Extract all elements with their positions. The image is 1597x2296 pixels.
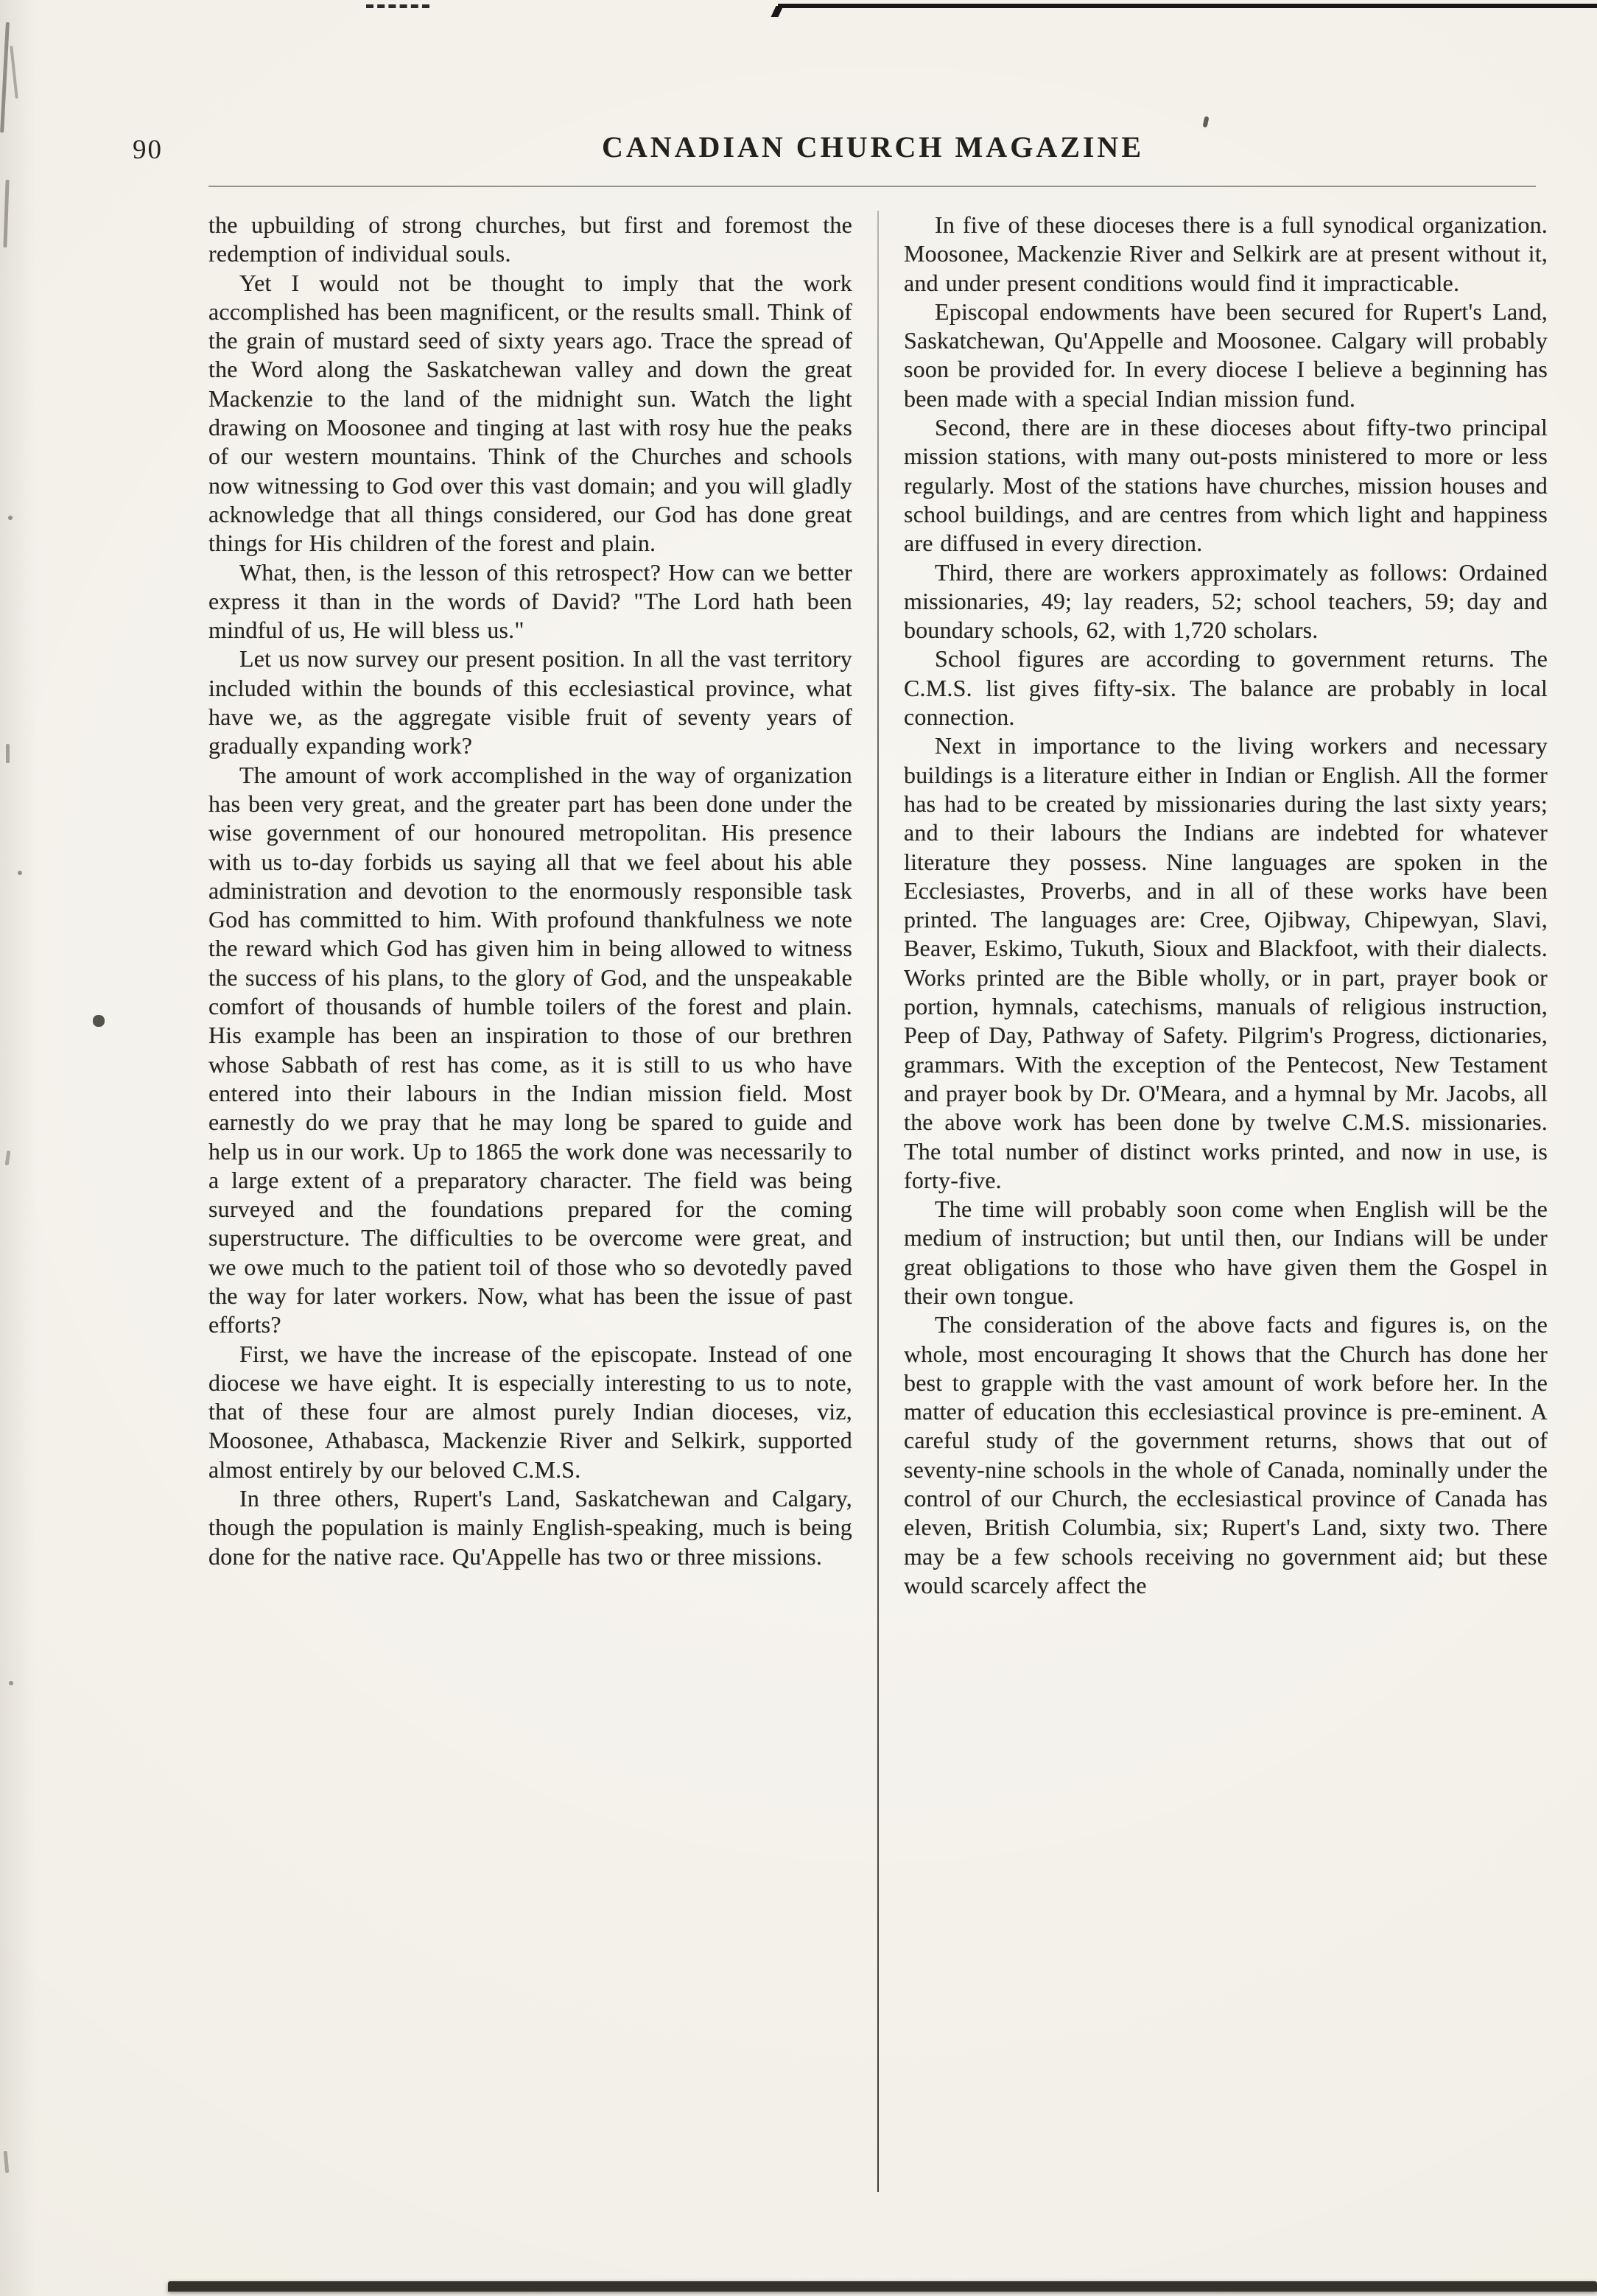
paragraph: Let us now survey our present position. In all the vast territory included within the bounds of this ecclesiastical province, what have we, as the aggregate visible fruit of seventy years of gradually expanding work?: [208, 645, 852, 759]
column-divider: [877, 211, 879, 2192]
paragraph: In three others, Rupert's Land, Saskatchewan and Calgary, though the population is mainly English-speaking, much is being done for the native race. Qu'Appelle has two or three missions.: [208, 1485, 852, 1570]
paragraph: First, we have the increase of the episcopate. Instead of one diocese we have eight. It is especially interesting to us to note, that of these four are almost purely Indian dioceses, viz, Moosonee, Athabasca, Mackenzie River and Selkirk, supported almost entirely by our beloved C.M.S.: [208, 1340, 852, 1483]
two-column-text-block: [208, 211, 1548, 2200]
scan-artifact-mark: [4, 2151, 10, 2173]
paragraph: The consideration of the above facts and figures is, on the whole, most encouraging It shows that the Church has done her best to grapple with the vast amount of work before her. In the matter of education this ecclesiastical province is pre-eminent. A careful study of the government returns, shows that out of seventy-nine schools in the whole of Canada, nominally under the control of our Church, the ecclesiastical province of Canada has eleven, British Columbia, six; Rupert's Land, sixty two. There may be a few schools receiving no government aid; but these would scarcely affect the: [904, 1311, 1548, 1598]
scan-artifact-mark: [10, 46, 18, 99]
page-title: CANADIAN CHURCH MAGAZINE: [602, 130, 1144, 164]
scan-artifact-mark: [6, 744, 10, 763]
scan-artifact-mark: [8, 516, 13, 520]
paragraph: School figures are according to government returns. The C.M.S. list gives fifty-six. The balance are probably in local connection.: [904, 645, 1548, 731]
paragraph: The time will probably soon come when English will be the medium of instruction; but until then, our Indians will be under great obligations to those who have given them the Gospel in their own tongue.: [904, 1196, 1548, 1309]
paragraph: The amount of work accomplished in the way of organization has been very great, and the greater part has been done under the wise government of our honoured metropolitan. His presence with us to-day forbids us saying all that we feel about his able administration and devotion to the enormously responsible task God has committed to him. With profound thankfulness we note the reward which God has given him in being allowed to witness the success of his plans, to the glory of God, and the unspeakable comfort of thousands of humble toilers of the forest and plain. His example has been an inspiration to those of our brethren whose Sabbath of rest has come, as it is still to us who have entered into their labours in the Indian mission field. Most earnestly do we pray that he may long be spared to guide and help us in our work. Up to 1865 the work done was necessarily to a large extent of a preparatory character. The field was being surveyed and the foundations prepared for the coming superstructure. The difficulties to be overcome were great, and we owe much to the patient toil of those who so devotedly paved the way for later workers. Now, what has been the issue of past efforts?: [208, 761, 852, 1338]
scan-artifact-mark: [1203, 116, 1210, 128]
scan-artifact-top-edge-line: [778, 4, 1597, 8]
scan-artifact-mark: [93, 1015, 105, 1027]
paragraph: the upbuilding of strong churches, but first and foremost the redemption of individual souls.: [208, 211, 852, 267]
scan-artifact-mark: [5, 1151, 11, 1166]
paragraph: In five of these dioceses there is a full synodical organization. Moosonee, Mackenzie River and Selkirk are at present without it, and under present conditions would find it impracticable.: [904, 211, 1548, 296]
scan-artifact-bottom-edge: [168, 2281, 1597, 2292]
paragraph: Second, there are in these dioceses about fifty-two principal mission stations, with many out-posts ministered to more or less regularly. Most of the stations have churches, mission houses and school buildings, and are centres from which light and happiness are diffused in every direction.: [904, 414, 1548, 557]
paragraph: What, then, is the lesson of this retrospect? How can we better express it than in the words of David? "The Lord hath been mindful of us, He will bless us.": [208, 558, 852, 644]
right-column: [904, 211, 1548, 2200]
scan-artifact-top-dashes: [366, 4, 429, 8]
scan-artifact-mark: [0, 22, 10, 133]
scan-artifact-mark: [18, 871, 22, 875]
header-rule: [208, 186, 1536, 187]
paragraph: Third, there are workers approximately as follows: Ordained missionaries, 49; lay readers, 52; school teachers, 59; day and boundary schools, 62, with 1,720 scholars.: [904, 558, 1548, 644]
paragraph: Yet I would not be thought to imply that the work accomplished has been magnificent, or the results small. Think of the grain of mustard seed of sixty years ago. Trace the spread of the Word along the Saskatchewan valley and down the great Mackenzie to the land of the midnight sun. Watch the light drawing on Moosonee and tinging at last with rosy hue the peaks of our western mountains. Think of the Churches and schools now witnessing to God over this vast domain; and you will gladly acknowledge that all things considered, our God has done great things for His children of the forest and plain.: [208, 269, 852, 557]
page-number: 90: [133, 135, 163, 165]
page-header: [133, 130, 1536, 171]
left-column: [208, 211, 852, 2200]
scan-artifact-mark: [3, 180, 9, 247]
scan-artifact-mark: [9, 1681, 13, 1685]
paragraph: Episcopal endowments have been secured for Rupert's Land, Saskatchewan, Qu'Appelle and Moosonee. Calgary will probably soon be provided for. In every diocese I believe a beginning has been made with a special Indian mission fund.: [904, 298, 1548, 412]
paragraph: Next in importance to the living workers and necessary buildings is a literature either in Indian or English. All the former has had to be created by missionaries during the last sixty years; and to their labours the Indians are indebted for whatever literature they possess. Nine languages are spoken in the Ecclesiastes, Proverbs, and in all of these works have been printed. The languages are: Cree, Ojibway, Chipewyan, Slavi, Beaver, Eskimo, Tukuth, Sioux and Blackfoot, with their dialects. Works printed are the Bible wholly, or in part, prayer book or portion, hymnals, catechisms, manuals of religious instruction, Peep of Day, Pathway of Safety. Pilgrim's Progress, dictionaries, grammars. With the exception of the Pentecost, New Testament and prayer book by Dr. O'Meara, and a hymnal by Mr. Jacobs, all the above work has been done by twelve C.M.S. missionaries. The total number of distinct works printed, and now in use, is forty-five.: [904, 732, 1548, 1193]
